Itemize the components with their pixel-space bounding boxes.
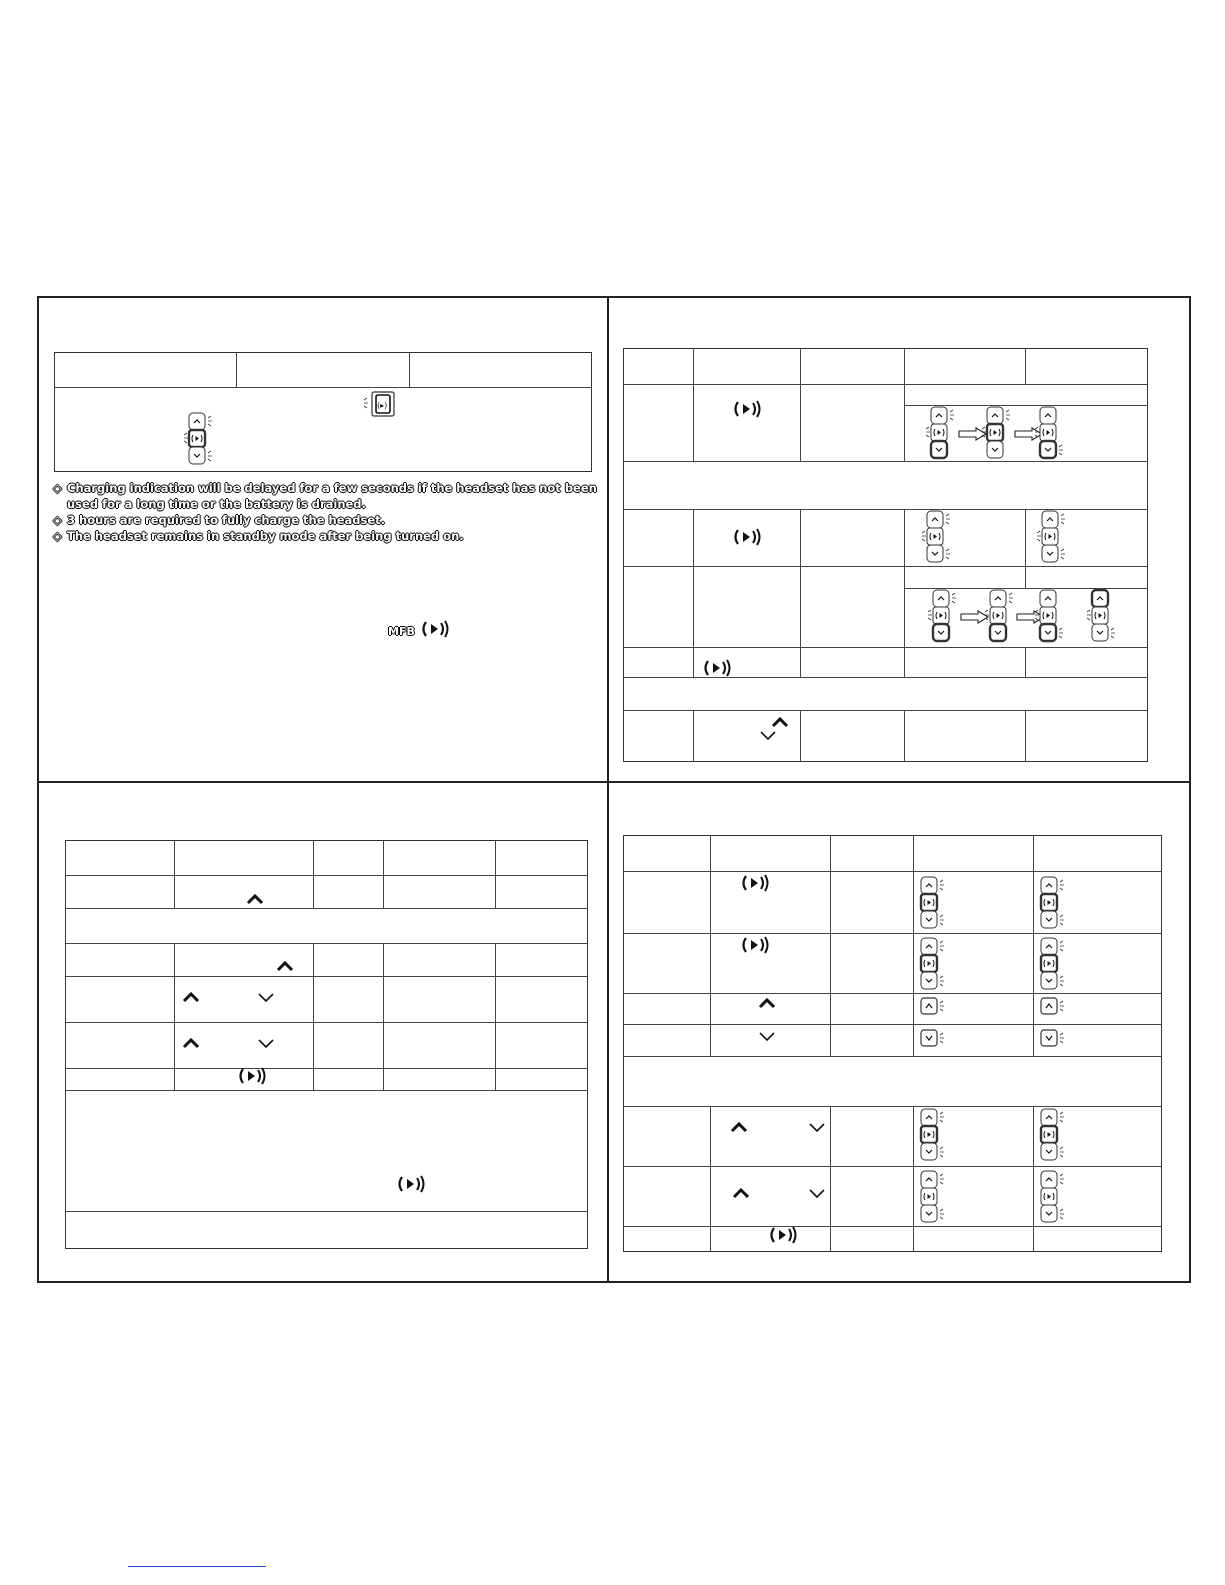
mfb-button-icon <box>418 620 452 638</box>
chevron-up-icon <box>276 960 294 972</box>
note-item: ◇ Charging indication will be delayed for a few seconds if the headset has not been used for a long time or the battery is drained. <box>53 480 603 512</box>
headset-button-cluster-icon <box>915 876 947 930</box>
mfb-button-icon <box>394 1175 428 1193</box>
headset-button-cluster-icon <box>1035 937 1067 991</box>
headset-button-cluster-icon <box>1035 1108 1067 1162</box>
note-item: ◇ 3 hours are required to fully charge the headset. <box>53 513 385 527</box>
pairing-table <box>623 348 1148 762</box>
headset-button-cluster-icon <box>362 390 402 420</box>
headset-button-cluster-icon <box>915 997 947 1015</box>
mfb-button-icon <box>738 936 772 954</box>
middle-divider <box>37 781 1191 783</box>
headset-button-cluster-icon <box>1036 510 1068 564</box>
chevron-up-icon <box>730 1121 748 1133</box>
chevron-up-icon <box>182 1037 200 1049</box>
headset-button-cluster-icon <box>1034 589 1066 643</box>
headset-button-cluster-icon <box>1035 1029 1067 1047</box>
note-text: 3 hours are required to fully charge the headset. <box>67 513 385 527</box>
mfb-button-icon <box>730 528 764 546</box>
headset-button-cluster-icon <box>1035 876 1067 930</box>
headset-button-cluster-icon <box>981 406 1013 460</box>
headset-button-cluster-icon <box>984 589 1016 643</box>
mfb-button-icon <box>738 874 772 892</box>
mfb-button-icon <box>766 1226 800 1244</box>
headset-button-cluster-icon <box>925 406 957 460</box>
note-item: ◇ The headset remains in standby mode after being turned on. <box>53 529 464 543</box>
volume-table <box>65 840 588 1249</box>
svg-text:(▸): (▸) <box>377 401 388 410</box>
footer-link-underline[interactable] <box>128 1566 266 1567</box>
charging-notes <box>53 480 603 544</box>
chevron-down-icon <box>759 729 777 741</box>
mfb-button-icon <box>235 1067 269 1085</box>
calls-table <box>623 835 1162 1252</box>
charging-table <box>54 352 592 472</box>
headset-button-cluster-icon <box>1035 997 1067 1015</box>
chevron-up-icon <box>246 893 264 905</box>
chevron-up-icon <box>732 1187 750 1199</box>
chevron-down-icon <box>808 1187 826 1199</box>
note-text: Charging indication will be delayed for a few seconds if the headset has not been used for a long time or the battery is drained. <box>67 481 597 511</box>
chevron-down-icon <box>257 991 275 1003</box>
chevron-down-icon <box>758 1030 776 1042</box>
headset-button-cluster-icon <box>915 1108 947 1162</box>
headset-button-cluster-icon <box>1035 1170 1067 1224</box>
mfb-button-icon <box>730 400 764 418</box>
headset-button-cluster-icon <box>921 510 953 564</box>
headset-button-cluster-icon <box>915 1029 947 1047</box>
chevron-up-icon <box>771 716 789 728</box>
headset-button-cluster-icon <box>927 589 959 643</box>
headset-button-cluster-icon <box>915 1170 947 1224</box>
headset-button-cluster-icon <box>1034 406 1066 460</box>
chevron-up-icon <box>182 991 200 1003</box>
chevron-down-icon <box>257 1037 275 1049</box>
headset-button-cluster-icon <box>183 412 215 466</box>
mfb-label: MFB <box>388 625 415 638</box>
mfb-button-icon <box>700 659 734 677</box>
headset-button-cluster-icon <box>1086 589 1118 643</box>
center-divider <box>607 296 609 1283</box>
chevron-up-icon <box>758 997 776 1009</box>
note-text: The headset remains in standby mode after being turned on. <box>67 529 464 543</box>
chevron-down-icon <box>808 1121 826 1133</box>
headset-button-cluster-icon <box>915 937 947 991</box>
